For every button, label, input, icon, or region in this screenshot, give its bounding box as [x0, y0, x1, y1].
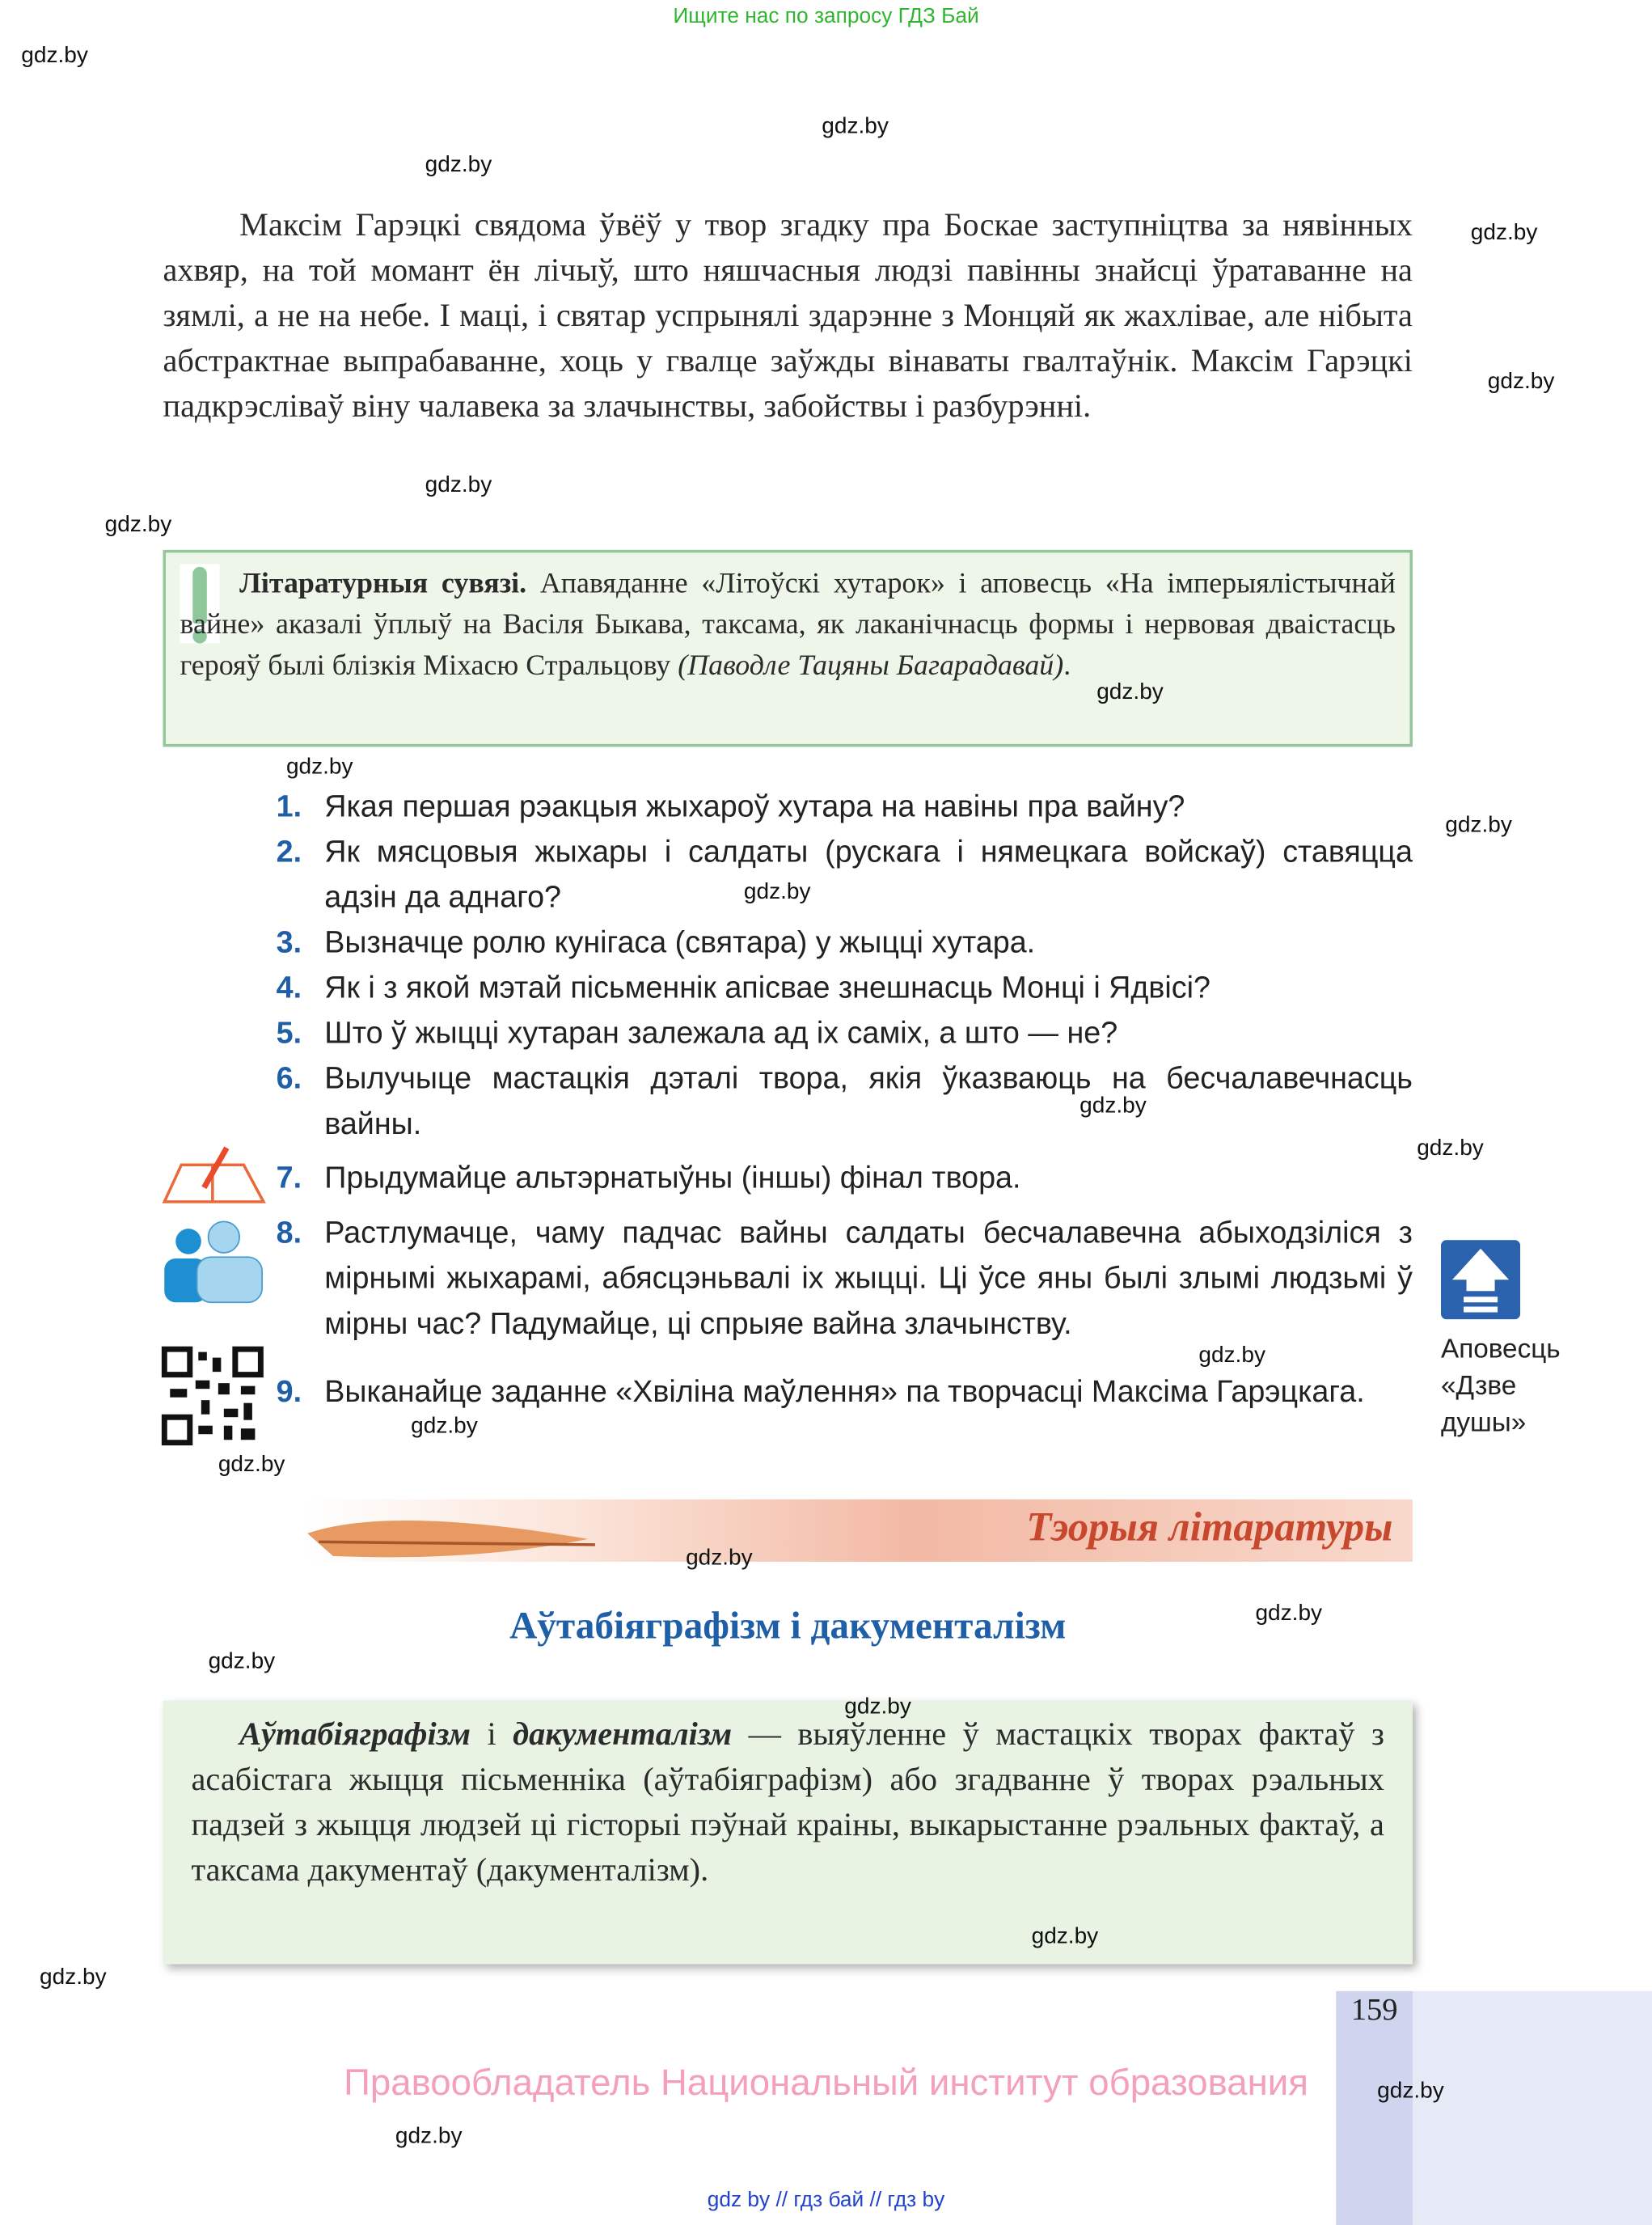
watermark: gdz.by — [285, 755, 353, 780]
question-number: 1. — [276, 789, 302, 824]
question-6 — [277, 1055, 1413, 1146]
watermark: gdz.by — [395, 2124, 463, 2149]
question-number: 2. — [276, 835, 302, 869]
literary-links-source: (Паводле Тацяны Багарадавай) — [678, 650, 1064, 682]
question-text: Вылучыце мастацкія дэталі твора, якія ўказваюць на бесчалавечнасць вайны. — [324, 1061, 1413, 1141]
definition-body: — выяўленне ў мастацкіх творах фактаў з асабістага жыцця пісьменніка (аўтабіяграфізм) або згадванне ў творах рэальных падзей з жыцця людзей ці гісторыі пэўнай краіны, выкарыстанне рэальных фактаў, а таксама дакументаў (дакументалізм). — [191, 1715, 1384, 1888]
watermark: gdz.by — [21, 44, 88, 69]
watermark: gdz.by — [40, 1965, 107, 1990]
footer-links[interactable]: gdz by // гдз бай // гдз by — [707, 2188, 945, 2213]
question-7 — [277, 1155, 1413, 1200]
watermark: gdz.by — [1487, 370, 1555, 395]
question-5 — [277, 1010, 1413, 1055]
question-9 — [277, 1369, 1413, 1415]
watermark: gdz.by — [425, 153, 492, 178]
literary-links-box — [163, 550, 1413, 747]
question-3 — [277, 920, 1413, 965]
theory-banner-title: Тэорыя літаратуры — [1026, 1504, 1393, 1550]
literary-links-end: . — [1063, 650, 1071, 682]
watermark: gdz.by — [1198, 1343, 1265, 1368]
question-number: 6. — [276, 1061, 302, 1096]
side-note-link[interactable] — [1441, 1332, 1561, 1443]
side-note-line: душы» — [1440, 1408, 1527, 1439]
top-banner-link[interactable]: Ищите нас по запросу ГДЗ Бай — [673, 4, 979, 29]
watermark: gdz.by — [208, 1649, 276, 1674]
theory-banner — [305, 1500, 1413, 1562]
page-number: 159 — [1350, 1990, 1398, 2027]
literary-links-heading: Літаратурныя сувязі. — [239, 568, 527, 600]
question-text: Выканайце заданне «Хвіліна маўлення» па творчасці Максіма Гарэцкага. — [324, 1374, 1365, 1409]
writing-book-icon — [162, 1145, 267, 1208]
watermark: gdz.by — [1255, 1601, 1323, 1626]
watermark: gdz.by — [411, 1414, 478, 1439]
watermark: gdz.by — [686, 1546, 753, 1571]
question-number: 9. — [276, 1374, 302, 1409]
definition-text — [192, 1712, 1384, 1893]
question-text: Якая першая рэакцыя жыхароў хутара на навіны пра вайну? — [324, 789, 1185, 824]
watermark: gdz.by — [1445, 813, 1512, 838]
watermark: gdz.by — [218, 1453, 285, 1477]
question-1 — [277, 784, 1413, 829]
copyright-owner: Правообладатель Национальный институт образования — [344, 2060, 1308, 2104]
definition-term: дакументалізм — [513, 1715, 733, 1752]
question-text: Як і з якой мэтай пісьменнік апісвае знешнасць Монці і Ядвісі? — [324, 971, 1210, 1005]
section-title: Аўтабіяграфізм і дакументалізм — [509, 1604, 1067, 1648]
pair-discussion-icon — [162, 1219, 264, 1304]
definition-term: Аўтабіяграфізм — [239, 1715, 471, 1752]
question-text: Прыдумайце альтэрнатыўны (іншы) фінал твора. — [324, 1161, 1021, 1195]
question-2 — [277, 829, 1413, 920]
upload-arrow-icon[interactable] — [1441, 1240, 1520, 1319]
literary-links-body: Апавяданне «Літоўскі хутарок» і аповесць «На імперыялістычнай вайне» аказалі ўплыў на Васіля Быкава, таксама, як лаканічнасць формы і нервовая дваістасць герояў былі блізкія Міхасю Стральцову — [180, 568, 1396, 682]
question-8 — [277, 1210, 1413, 1346]
question-text: Вызначце ролю кунігаса (святара) у жыцці хутара. — [324, 925, 1036, 960]
question-text: Растлумачце, чаму падчас вайны салдаты бесчалавечна абыходзіліся з мірнымі жыхарамі, абясцэньвалі іх жыцці. Ці ўсе яны былі злымі людзьмі ў мірны час? Падумайце, ці спрыяе вайна злачынству. — [324, 1216, 1413, 1341]
watermark: gdz.by — [743, 880, 811, 904]
watermark: gdz.by — [822, 114, 889, 139]
watermark: gdz.by — [1080, 1093, 1147, 1119]
watermark: gdz.by — [1377, 2079, 1444, 2104]
question-4 — [277, 965, 1413, 1010]
watermark: gdz.by — [1096, 680, 1164, 704]
question-number: 5. — [276, 1016, 302, 1051]
question-text: Як мясцовыя жыхары і салдаты (рускага і нямецкага войскаў) ставяцца адзін да аднаго? — [324, 835, 1413, 915]
question-number: 3. — [276, 925, 302, 960]
feather-icon — [305, 1505, 602, 1562]
side-note-line: «Дзве — [1440, 1372, 1517, 1402]
literary-links-text — [180, 564, 1396, 687]
definition-and: і — [471, 1715, 513, 1752]
question-text: Што ў жыцці хутаран залежала ад іх саміх, а што — не? — [324, 1016, 1118, 1051]
intro-text: Максім Гарэцкі свядома ўвёў у твор згадку пра Боскае заступніцтва за нявінных ахвяр, на той момант ён лічыў, што няшчасныя людзі павінны знайсці ўратаванне на зямлі, а не на небе. І маці, і святар успрынялі здарэнне з Монцяй як жахлівае, але нібыта абстрактнае выпрабаванне, хоць у гвалце заўжды вінаваты гвалтаўнік. Максім Гарэцкі падкрэсліваў віну чалавека за злачынствы, забойствы і разбурэнні. — [163, 206, 1413, 424]
intro-paragraph — [163, 203, 1413, 429]
question-number: 8. — [276, 1216, 302, 1250]
watermark: gdz.by — [1417, 1136, 1484, 1161]
qr-code-icon[interactable] — [162, 1347, 264, 1446]
watermark: gdz.by — [425, 473, 492, 498]
question-number: 7. — [276, 1161, 302, 1195]
watermark: gdz.by — [1470, 221, 1538, 246]
watermark: gdz.by — [104, 513, 172, 538]
watermark: gdz.by — [1031, 1924, 1099, 1949]
watermark: gdz.by — [844, 1694, 911, 1720]
definition-box — [163, 1701, 1413, 1965]
side-note-line: Аповесць — [1440, 1335, 1561, 1365]
question-number: 4. — [276, 971, 302, 1005]
